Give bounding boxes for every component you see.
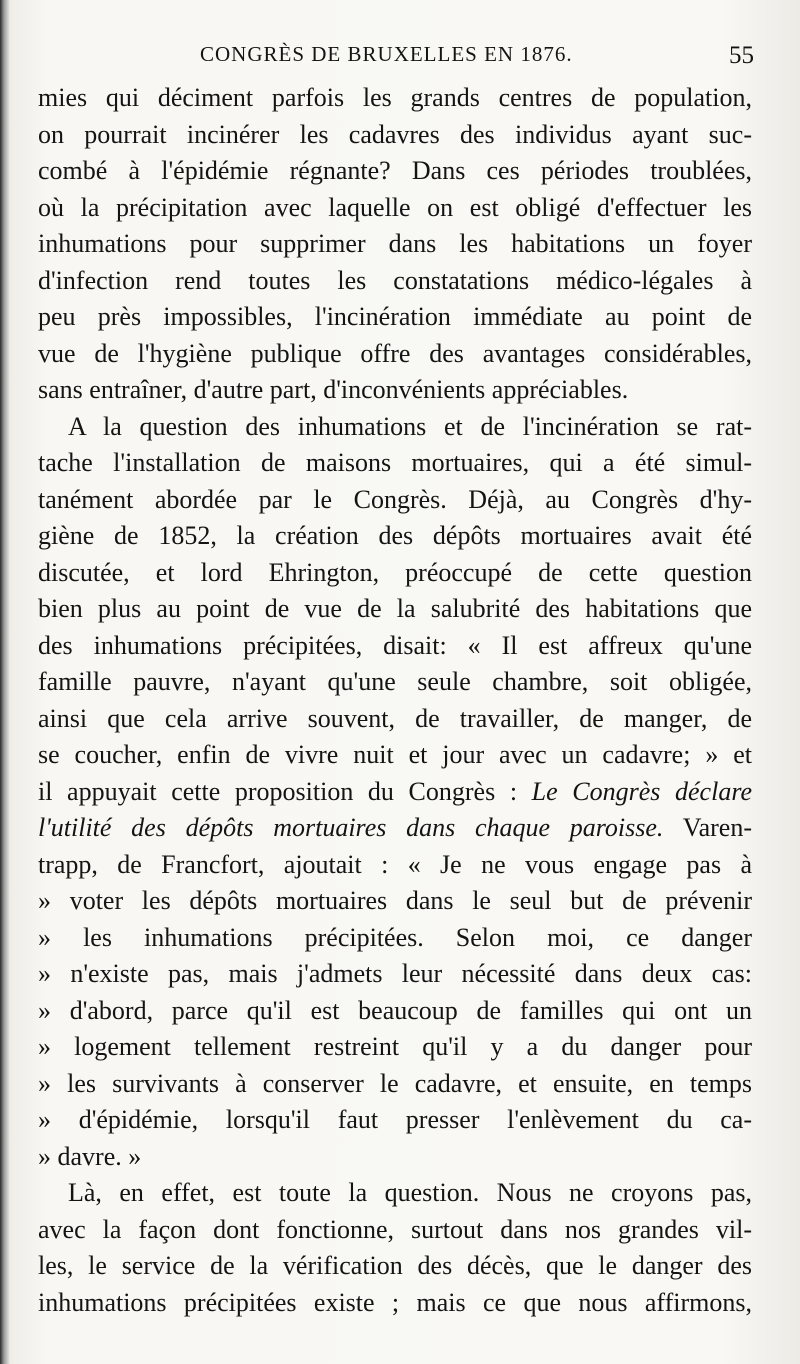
text-line: combé à l'épidémie régnante? Dans ces périodes troublées, [38, 156, 752, 185]
text-line: sans entraîner, d'autre part, d'inconvénients appréciables. [38, 375, 629, 404]
text-line: inhumations pour supprimer dans les habitations un foyer [38, 229, 752, 258]
quote-line: » n'existe pas, mais j'admets leur nécessité dans deux cas: [38, 959, 752, 988]
text-line: vue de l'hygiène publique offre des avantages considérables, [38, 338, 752, 368]
text-line: d'infection rend toutes les constatations médico-légales à [38, 265, 752, 295]
text-line: se coucher, enfin de vivre nuit et jour avec un cadavre; » et [38, 740, 752, 769]
page-number: 55 [729, 42, 754, 69]
text-line: bien plus au point de vue de la salubrité des habitations que [38, 594, 752, 623]
text-segment: il appuyait cette proposition du Congrès : [38, 776, 518, 806]
text-line: ainsi que cela arrive souvent, de travailler, de manger, de [38, 703, 752, 733]
quote-line: » d'épidémie, lorsqu'il faut presser l'enlèvement du ca- [38, 1105, 752, 1134]
text-line: tache l'installation de maisons mortuaires, qui a été simul- [38, 448, 752, 477]
text-line-with-italic [38, 774, 752, 811]
running-title: CONGRÈS DE BRUXELLES EN 1876. [200, 42, 573, 66]
italic-resolution: l'utilité des dépôts mortuaires dans chaque paroisse. [38, 813, 664, 842]
text-line: tanément abordée par le Congrès. Déjà, au Congrès d'hy- [38, 484, 752, 514]
paragraph-start-line: A la question des inhumations et de l'incinération se rat- [68, 411, 752, 441]
text-line: les, le service de la vérification des décès, que le danger des [38, 1251, 752, 1280]
paragraph-start-line: Là, en effet, est toute la question. Nous ne croyons pas, [68, 1178, 752, 1207]
text-line: mies qui déciment parfois les grands centres de population, [38, 83, 752, 112]
text-line: giène de 1852, la création des dépôts mortuaires avait été [38, 521, 752, 550]
quote-line: » les inhumations précipitées. Selon moi, ce danger [38, 922, 752, 952]
quote-line: » voter les dépôts mortuaires dans le seul but de prévenir [38, 886, 752, 915]
quote-line: » d'abord, parce qu'il est beaucoup de familles qui ont un [38, 995, 752, 1025]
quote-line: » les survivants à conserver le cadavre, et ensuite, en temps [38, 1068, 752, 1098]
italic-resolution: Le Congrès déclare [531, 776, 753, 806]
text-line: peu près impossibles, l'incinération immédiate au point de [38, 302, 752, 331]
text-line: trapp, de Francfort, ajoutait : « Je ne vous engage pas à [38, 849, 752, 879]
text-segment: Varen- [682, 813, 752, 842]
text-line: avec la façon dont fonctionne, surtout dans nos grandes vil- [38, 1214, 752, 1244]
text-line: où la précipitation avec laquelle on est obligé d'effectuer les [38, 192, 752, 222]
page-header [0, 42, 800, 72]
page-edge-shadow [0, 0, 10, 1364]
text-line: discutée, et lord Ehrington, préoccupé de cette question [38, 557, 752, 587]
text-line: famille pauvre, n'ayant qu'une seule chambre, soit obligée, [38, 667, 752, 696]
text-line-with-italic [38, 810, 752, 847]
text-line: inhumations précipitées existe ; mais ce que nous affirmons, [38, 1287, 752, 1317]
quote-line: » davre. » [38, 1141, 142, 1171]
text-line: des inhumations précipitées, disait: « Il est affreux qu'une [38, 630, 752, 660]
body-text [38, 80, 752, 1321]
text-line: on pourrait incinérer les cadavres des individus ayant suc- [38, 119, 752, 149]
quote-line: » logement tellement restreint qu'il y a du danger pour [38, 1032, 752, 1061]
